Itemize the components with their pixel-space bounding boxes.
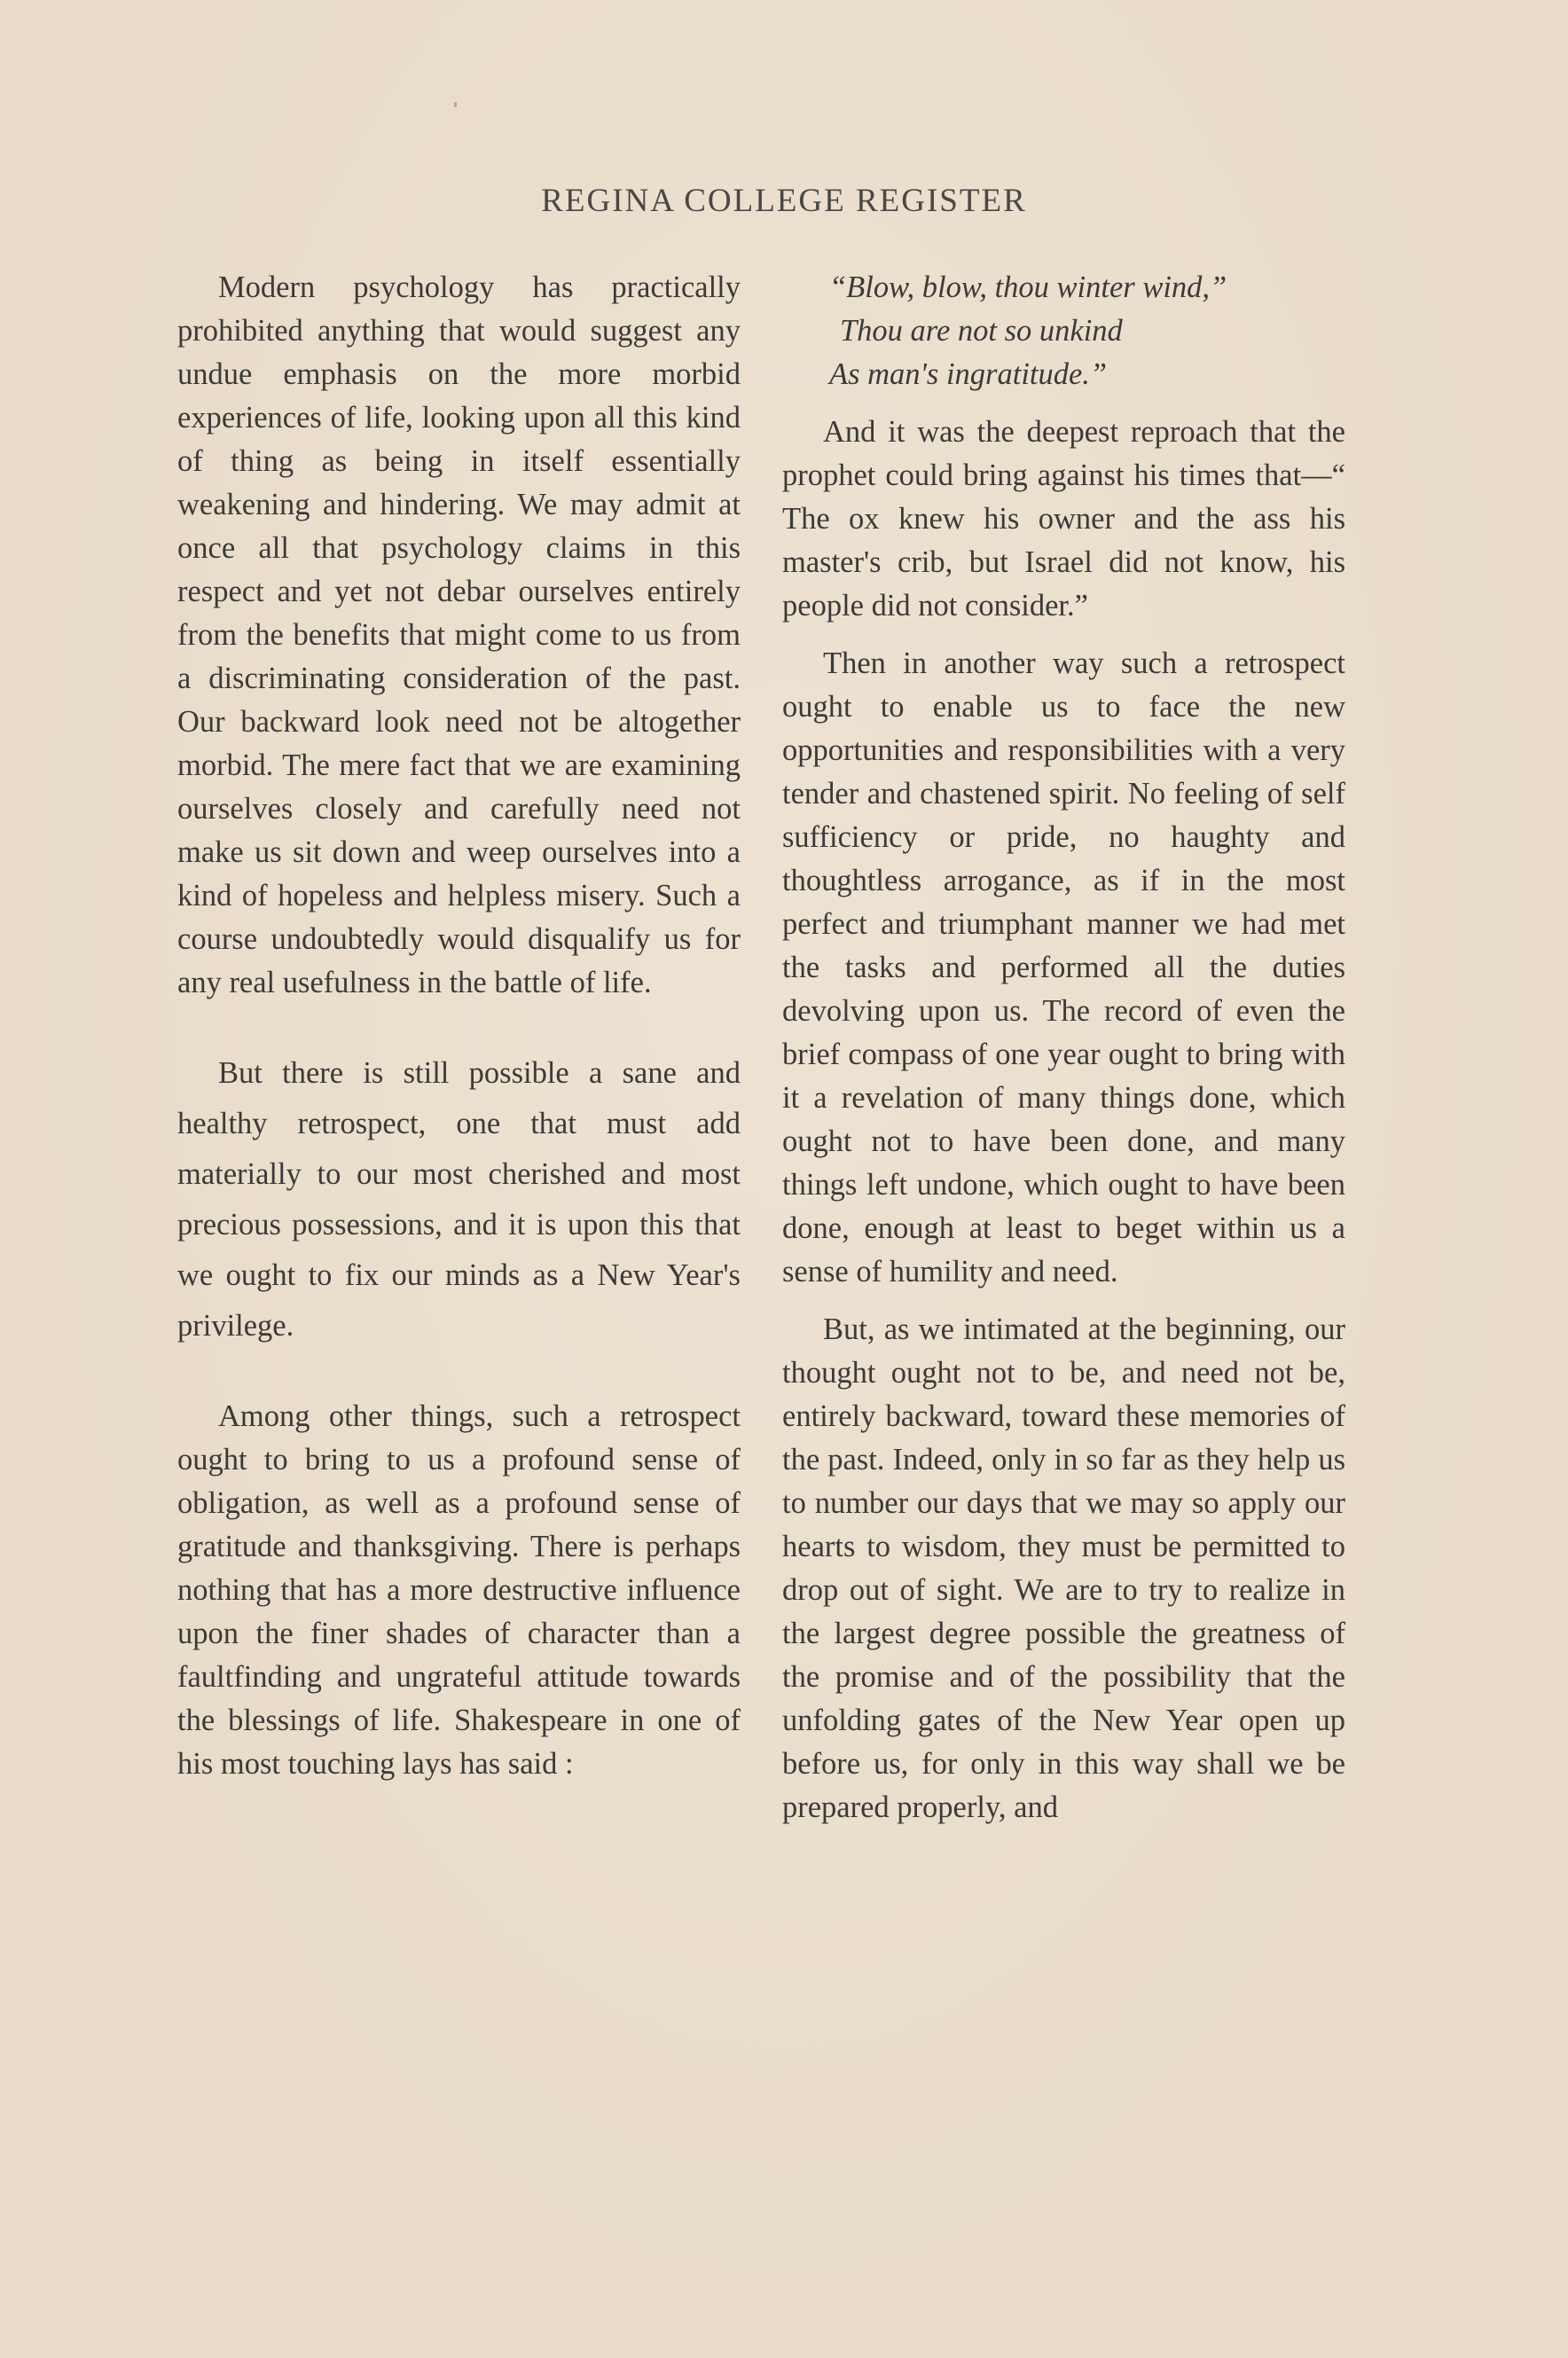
- paper-speck: [454, 102, 457, 107]
- shakespeare-verse: [782, 266, 1345, 396]
- running-title: REGINA COLLEGE REGISTER: [541, 183, 1027, 219]
- verse-line: As man's ingratitude.”: [829, 357, 1108, 391]
- left-column: [177, 266, 741, 1786]
- verse-line: “Blow, blow, thou winter wind,”: [829, 270, 1227, 304]
- verse-line: Thou are not so unkind: [840, 314, 1123, 348]
- right-column: [782, 266, 1345, 1829]
- paragraph-healthy-retrospect: But there is still possible a sane and healthy retrospect, one that must add materially to our most cherished and most precious possessions, and it is upon this that we ought to fix our minds as a New Year's privilege.: [177, 1056, 741, 1343]
- paragraph-chastened-spirit: Then in another way such a retrospect ought to enable us to face the new opportunities and responsibilities with a very tender and chastened spirit. No feeling of self sufficiency or pride, no haughty and thoughtless arrogance, as if in the most perfect and triumphant manner we had met the tasks and performed all the duties devolving upon us. The record of even the brief compass of one year ought to bring with it a revelation of many things done, which ought not to have been done, and many things left undone, which ought to have been done, enough at least to beget within us a sense of humility and need.: [782, 646, 1345, 1289]
- paragraph-new-year-promise: But, as we intimated at the beginning, our thought ought not to be, and need not be, entirely backward, toward these memories of the past. Indeed, only in so far as they help us to number our days that we may so apply our hearts to wisdom, they must be permitted to drop out of sight. We are to try to realize in the largest degree possible the greatness of the promise and of the possibility that the unfolding gates of the New Year open up before us, for only in this way shall we be prepared properly, and: [782, 1312, 1345, 1824]
- paragraph-psychology: Modern psychology has practically prohibited anything that would suggest any undue emphasis on the more morbid experiences of life, looking upon all this kind of thing as being in itself essentially weakening and hindering. We may admit at once all that psychology claims in this respect and yet not debar ourselves entirely from the benefits that might come to us from a discriminating consideration of the past. Our backward look need not be altogether morbid. The mere fact that we are examining ourselves closely and carefully need not make us sit down and weep ourselves into a kind of hopeless and helpless misery. Such a course undoubtedly would disqualify us for any real usefulness in the battle of life.: [177, 270, 741, 999]
- paragraph-obligation: Among other things, such a retrospect ought to bring to us a profound sense of obligation, as well as a profound sense of gratitude and thanksgiving. There is perhaps nothing that has a more destructive influence upon the finer shades of character than a faultfinding and ungrateful attitude towards the blessings of life. Shakespeare in one of his most touching lays has said :: [177, 1399, 741, 1781]
- paragraph-prophet-reproach: And it was the deepest reproach that the prophet could bring against his times that—“ The ox knew his owner and the ass his master's crib, but Israel did not know, his people did not consider.”: [782, 415, 1345, 623]
